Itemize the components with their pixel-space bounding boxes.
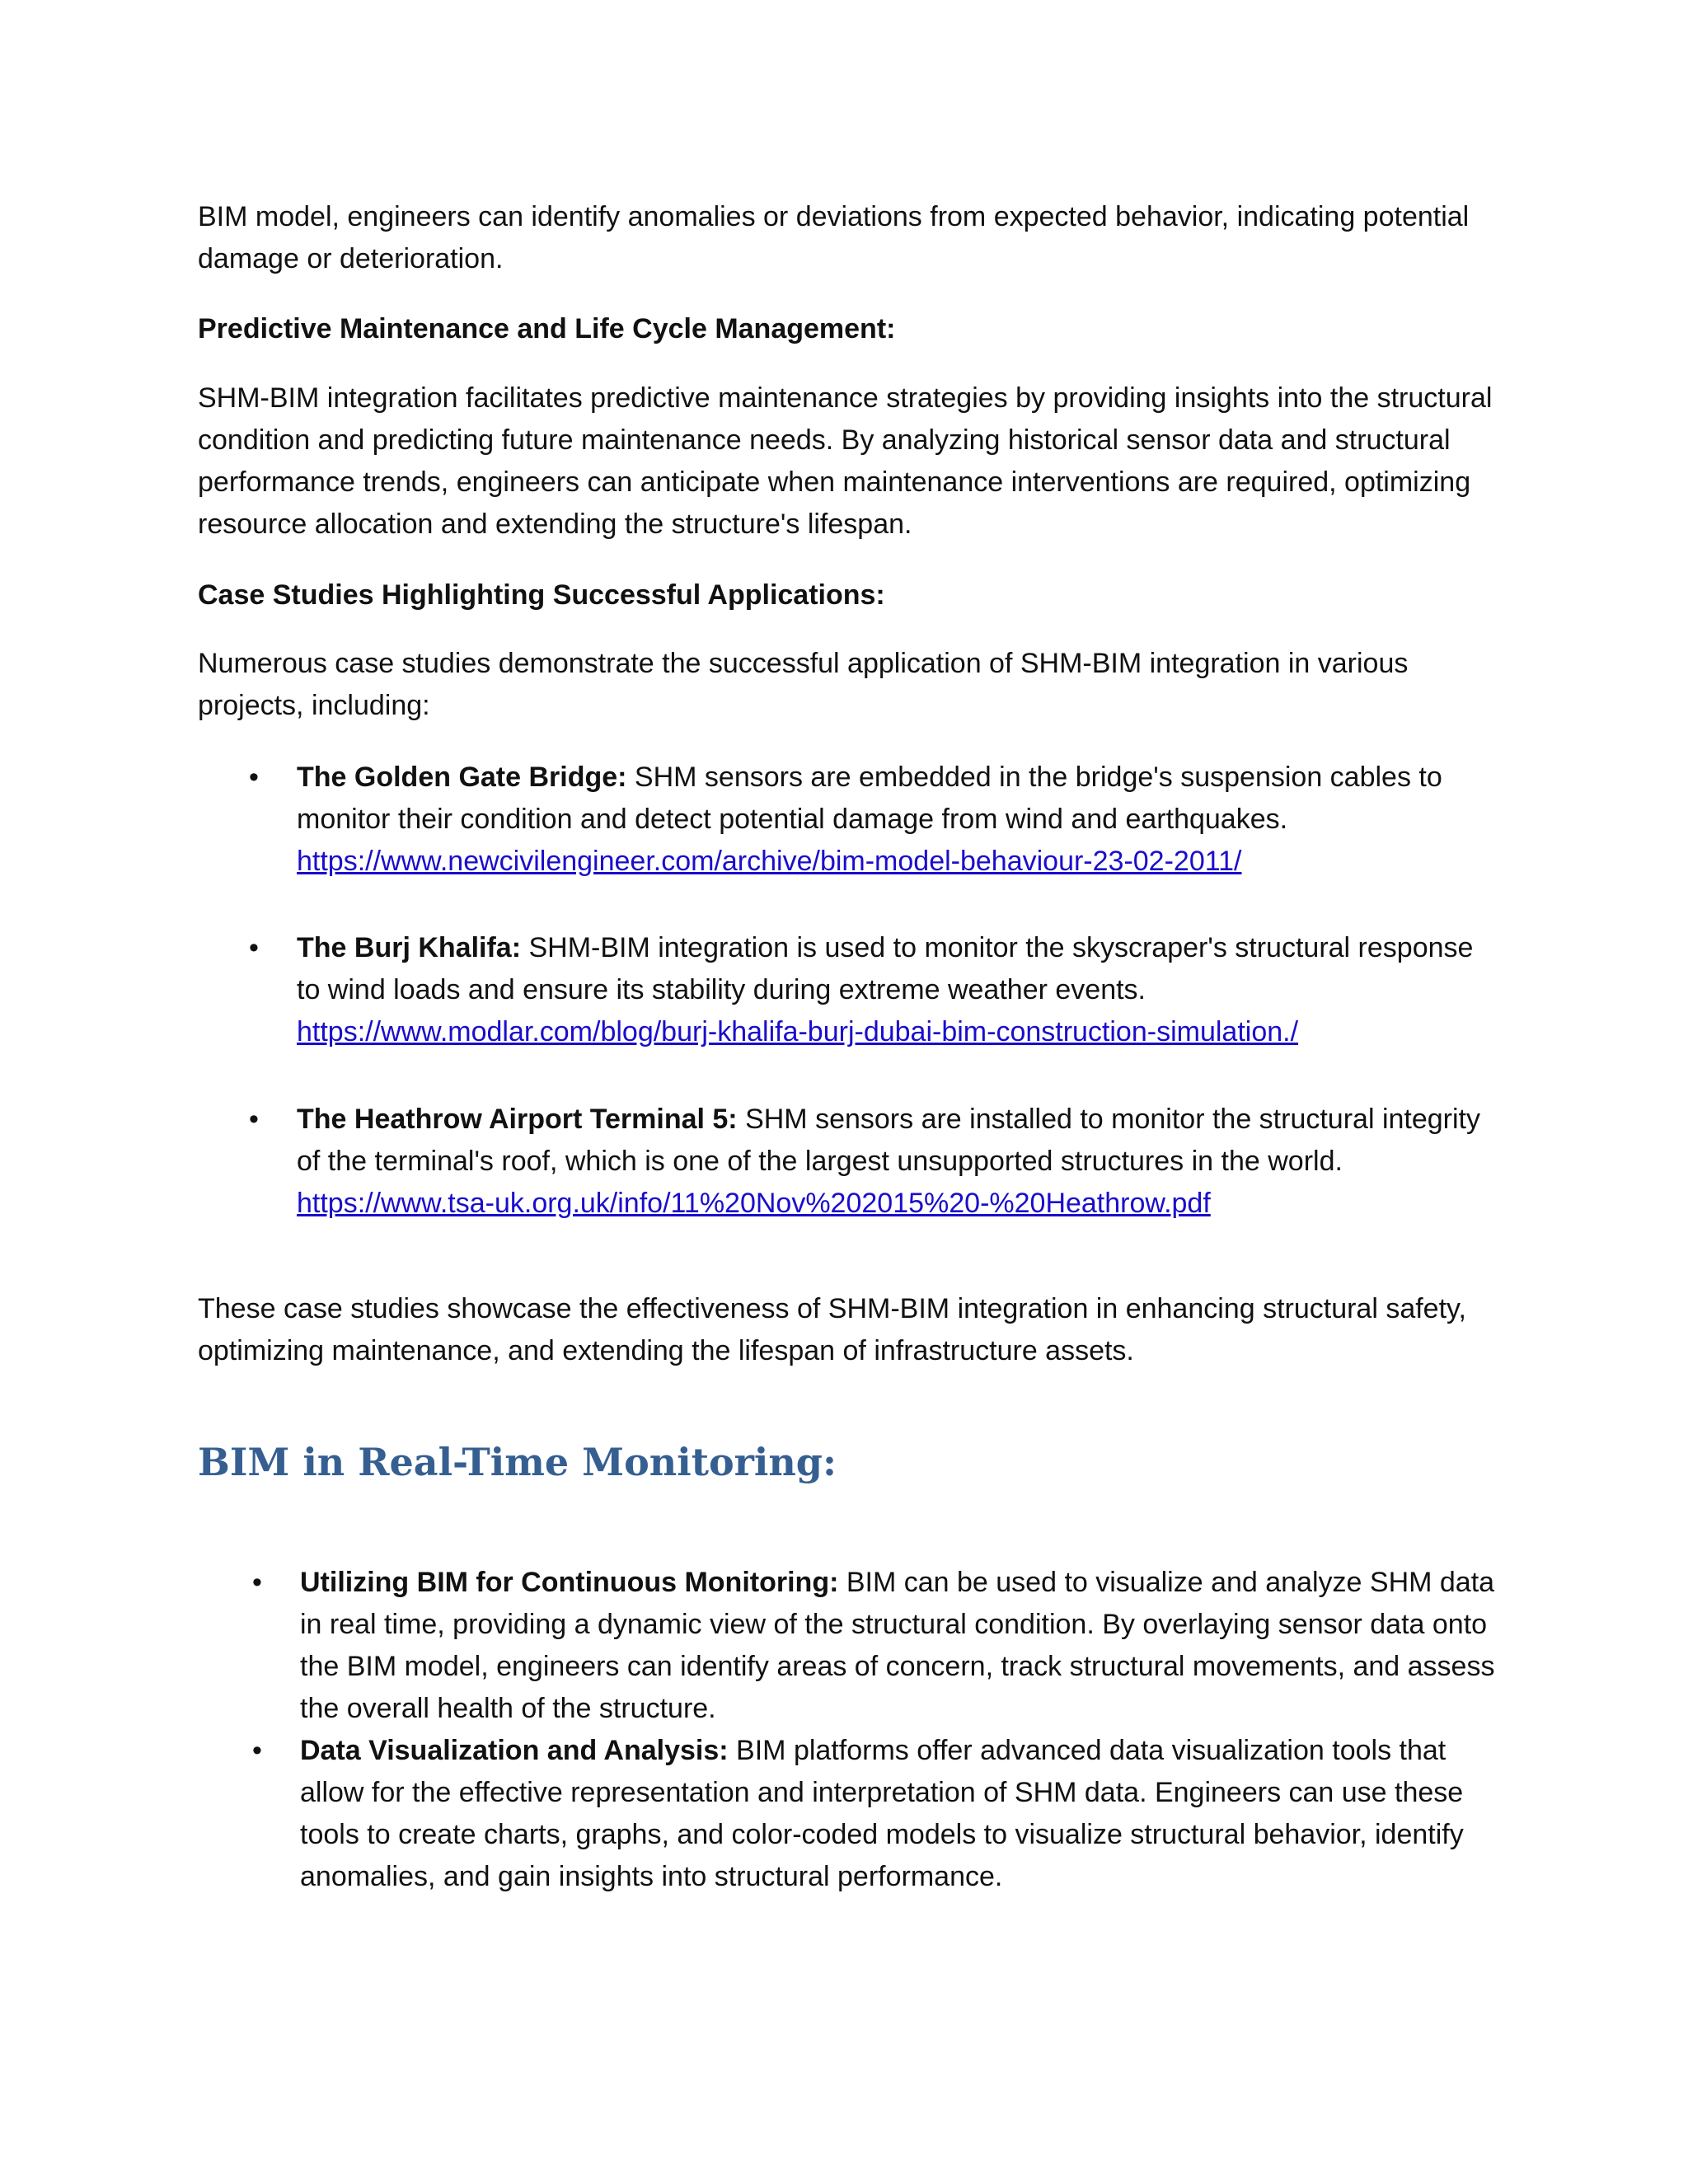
case-study-title: The Burj Khalifa:: [297, 932, 522, 963]
case-study-text: SHM-BIM integration is used to monitor the skyscraper's structural response to wind loads and ensure its stability during extreme weather events.: [297, 932, 1474, 1005]
case-study-title: The Heathrow Airport Terminal 5:: [297, 1104, 738, 1135]
case-studies-conclusion: These case studies showcase the effectiveness of SHM-BIM integration in enhancing structural safety, optimizing maintenance, and extending the lifespan of infrastructure assets.: [198, 1293, 1466, 1366]
case-study-body: [297, 1099, 1500, 1225]
realtime-monitoring-heading: BIM in Real-Time Monitoring:: [198, 1440, 837, 1484]
case-study-link[interactable]: https://www.modlar.com/blog/burj-khalifa-burj-dubai-bim-construction-simulation./: [297, 1016, 1299, 1047]
bullet-icon: •: [252, 1567, 262, 1598]
predictive-maintenance-paragraph: SHM-BIM integration facilitates predictive maintenance strategies by providing insights into the structural condition and predicting future maintenance needs. By analyzing historical sensor data and structural performance trends, engineers can anticipate when maintenance interventions are required, optimizing resource allocation and extending the structure's lifespan.: [198, 382, 1493, 540]
case-study-body: [297, 757, 1500, 883]
bullet-icon: •: [249, 762, 259, 793]
realtime-item-title: Data Visualization and Analysis:: [300, 1735, 729, 1766]
bullet-icon: •: [249, 1104, 259, 1135]
realtime-item-text: BIM platforms offer advanced data visualization tools that allow for the effective representation and interpretation of SHM data. Engineers can use these tools to create charts, graphs, and color-coded models to visualize structural behavior, identify anomalies, and gain insights into structural performance.: [300, 1735, 1464, 1892]
case-study-body: [297, 927, 1500, 1053]
case-studies-intro: Numerous case studies demonstrate the successful application of SHM-BIM integration in various projects, including:: [198, 648, 1409, 721]
case-study-link[interactable]: https://www.tsa-uk.org.uk/info/11%20Nov%202015%20-%20Heathrow.pdf: [297, 1188, 1211, 1219]
intro-continued-paragraph: BIM model, engineers can identify anomalies or deviations from expected behavior, indicating potential damage or deterioration.: [198, 201, 1470, 274]
case-study-text: SHM sensors are embedded in the bridge's suspension cables to monitor their condition and detect potential damage from wind and earthquakes.: [297, 762, 1442, 835]
case-studies-heading: Case Studies Highlighting Successful Applications:: [198, 579, 885, 611]
case-study-text: SHM sensors are installed to monitor the structural integrity of the terminal's roof, which is one of the largest unsupported structures in the world.: [297, 1104, 1480, 1177]
realtime-item-text: BIM can be used to visualize and analyze SHM data in real time, providing a dynamic view of the structural condition. By overlaying sensor data onto the BIM model, engineers can identify areas of concern, track structural movements, and assess the overall health of the structure.: [300, 1567, 1495, 1724]
bullet-icon: •: [249, 932, 259, 963]
case-study-title: The Golden Gate Bridge:: [297, 762, 627, 793]
bullet-icon: •: [252, 1735, 262, 1766]
realtime-item-title: Utilizing BIM for Continuous Monitoring:: [300, 1567, 839, 1598]
case-study-link[interactable]: https://www.newcivilengineer.com/archive/bim-model-behaviour-23-02-2011/: [297, 846, 1242, 877]
realtime-item-body: [300, 1562, 1500, 1730]
predictive-maintenance-heading: Predictive Maintenance and Life Cycle Management:: [198, 313, 896, 344]
realtime-item-body: [300, 1730, 1500, 1898]
